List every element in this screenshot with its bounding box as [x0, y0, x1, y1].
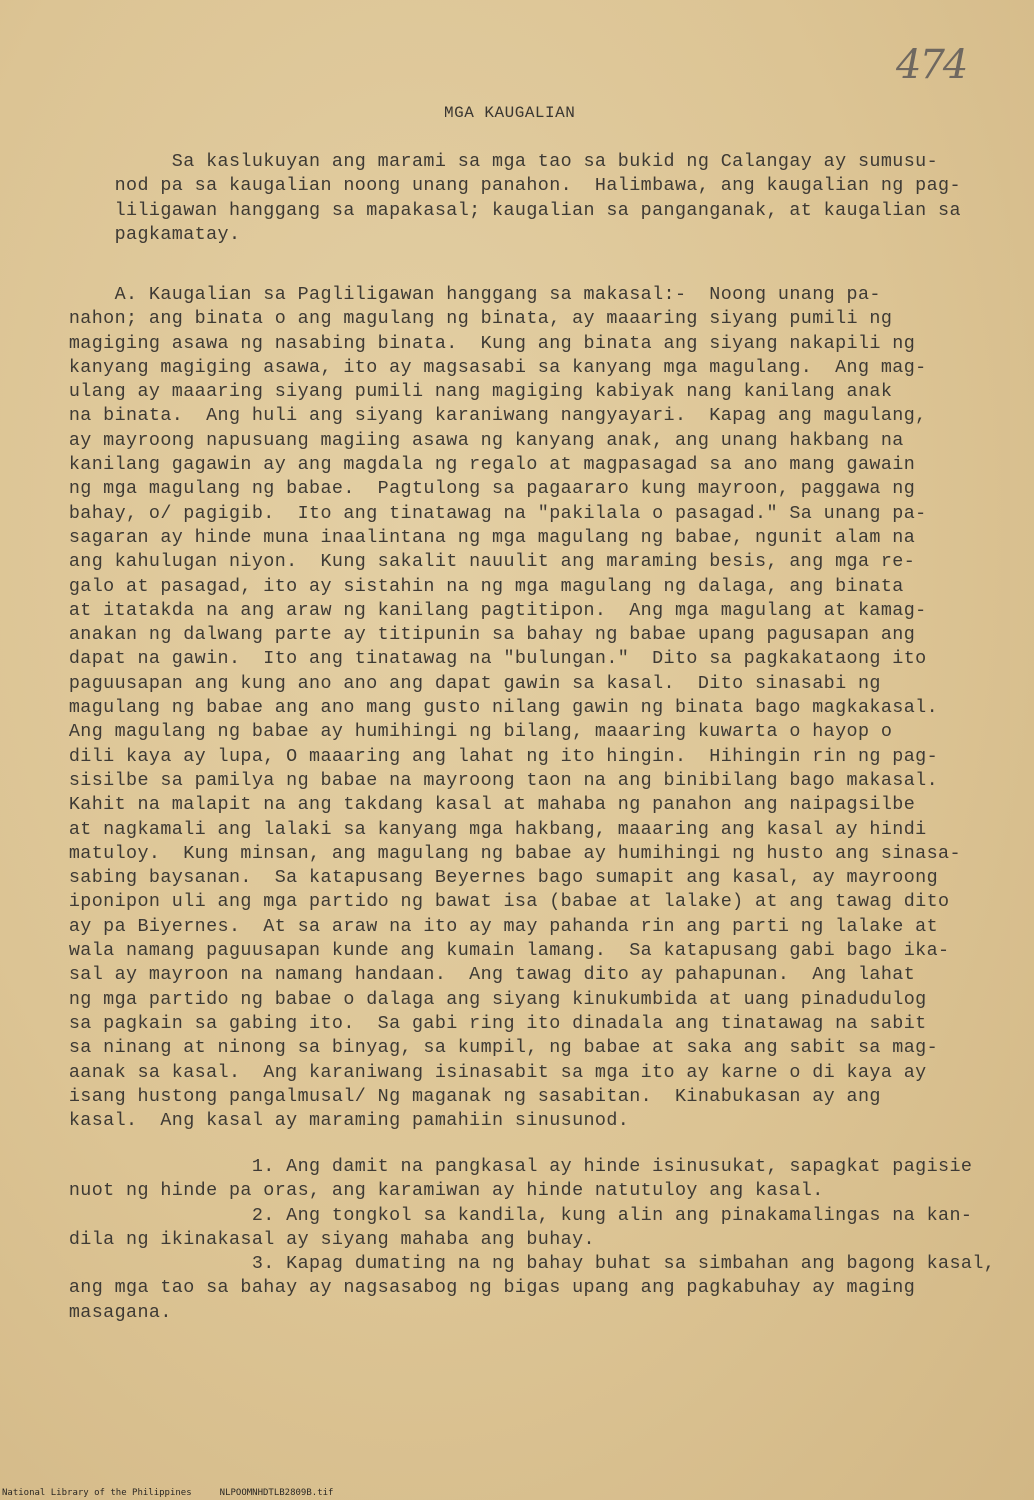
section-a-line: isang hustong pangalmusal/ Ng maganak ng sasabitan. Kinabukasan ay ang	[46, 1085, 881, 1107]
footer-file: NLPOOMNHDTLB2809B.tif	[219, 1488, 334, 1498]
list-line: 3. Kapag dumating na ng bahay buhat sa simbahan ang bagong kasal,	[46, 1253, 996, 1275]
section-a-line: paguusapan ang kung ano ano ang dapat gawin sa kasal. Dito sinasabi ng	[46, 672, 881, 694]
section-a-paragraph	[46, 283, 990, 1133]
list-line: masagana.	[46, 1301, 172, 1323]
section-a-line: wala namang paguusapan kunde ang kumain lamang. Sa katapusang gabi bago ika-	[46, 940, 950, 962]
section-a-line: dapat na gawin. Ito ang tinatawag na "bulungan." Dito sa pagkakataong ito	[46, 648, 927, 670]
section-a-line: matuloy. Kung minsan, ang magulang ng babae ay humihingi ng husto ang sinasa-	[46, 842, 961, 864]
section-a-line: sa pagkain sa gabing ito. Sa gabi ring ito dinadala ang tinatawag na sabit	[46, 1012, 927, 1034]
section-a-line: kanyang magiging asawa, ito ay magsasabi sa kanyang mga magulang. Ang mag-	[46, 356, 927, 378]
section-a-line: at nagkamali ang lalaki sa kanyang mga hakbang, maaaring ang kasal ay hindi	[46, 818, 927, 840]
section-a-line: sa ninang at ninong sa binyag, sa kumpil, ng babae at saka ang sabit sa mag-	[46, 1037, 939, 1059]
section-a-line: sagaran ay hinde muna inaalintana ng mga magulang ng babae, ngunit alam na	[46, 526, 916, 548]
list-line: dila ng ikinakasal ay siyang mahaba ang buhay.	[46, 1228, 595, 1250]
section-a-line: galo at pasagad, ito ay sistahin na ng mga magulang ng dalaga, ang binata	[46, 575, 904, 597]
section-a-line: sal ay mayroon na namang handaan. Ang tawag dito ay pahapunan. Ang lahat	[46, 964, 916, 986]
section-a-line: kanilang gagawin ay ang magdala ng regalo at magpasagad sa ano mang gawain	[46, 454, 916, 476]
section-a-line: na binata. Ang huli ang siyang karaniwang nangyayari. Kapag ang magulang,	[46, 405, 927, 427]
section-a-line: A. Kaugalian sa Pagliligawan hanggang sa makasal:- Noong unang pa-	[46, 284, 881, 305]
footer	[2, 1488, 361, 1498]
section-a-line: ng mga partido ng babae o dalaga ang siyang kinukumbida at uang pinadudulog	[46, 988, 927, 1010]
section-a-line: sabing baysanan. Sa katapusang Beyernes bago sumapit ang kasal, ay mayroong	[46, 867, 939, 889]
page-number: 474	[896, 42, 967, 88]
section-a-line: at itatakda na ang araw ng kanilang pagtitipon. Ang mga magulang at kamag-	[46, 599, 927, 621]
section-a-line: sisilbe sa pamilya ng babae na mayroong taon na ang binibilang bago makasal.	[46, 769, 939, 791]
footer-library: National Library of the Philippines	[2, 1488, 192, 1498]
section-a-line: ang kahulugan niyon. Kung sakalit nauulit ang maraming besis, ang mga re-	[46, 551, 916, 573]
section-a-line: kasal. Ang kasal ay maraming pamahiin sinusunod.	[46, 1110, 630, 1132]
section-a-line: Kahit na malapit na ang takdang kasal at mahaba ng panahon ang naipagsilbe	[46, 794, 916, 816]
intro-line: pagkamatay.	[46, 223, 241, 245]
section-a-line: ay mayroong napusuang magiing asawa ng kanyang anak, ang unang hakbang na	[46, 429, 904, 451]
intro-line: Sa kaslukuyan ang marami sa mga tao sa bukid ng Calangay ay sumusu-	[46, 151, 939, 172]
section-a-line: Ang magulang ng babae ay humihingi ng bilang, maaaring kuwarta o hayop o	[46, 721, 893, 743]
section-a-line: bahay, o/ pagigib. Ito ang tinatawag na "pakilala o pasagad." Sa unang pa-	[46, 502, 927, 524]
section-a-line: magiging asawa ng nasabing binata. Kung ang binata ang siyang nakapili ng	[46, 332, 916, 354]
intro-line: nod pa sa kaugalian noong unang panahon. Halimbawa, ang kaugalian ng pag-	[46, 175, 961, 197]
section-a-line: anakan ng dalwang parte ay titipunin sa bahay ng babae upang pagusapan ang	[46, 624, 916, 646]
list-line: 2. Ang tongkol sa kandila, kung alin ang pinakamalingas na kan-	[46, 1204, 973, 1226]
intro-line: liligawan hanggang sa mapakasal; kaugalian sa panganganak, at kaugalian sa	[46, 199, 961, 221]
section-a-line: ay pa Biyernes. At sa araw na ito ay may pahanda rin ang parti ng lalake at	[46, 915, 939, 937]
section-a-line: dili kaya ay lupa, O maaaring ang lahat ng ito hingin. Hihingin rin ng pag-	[46, 745, 939, 767]
intro-paragraph	[46, 150, 990, 247]
section-a-line: magulang ng babae ang ano mang gusto nilang gawin ng binata bago magkakasal.	[46, 697, 939, 719]
section-a-line: ng mga magulang ng babae. Pagtulong sa pagaararo kung mayroon, paggawa ng	[46, 478, 916, 500]
section-a-line: iponipon uli ang mga partido ng bawat isa (babae at lalake) at ang tawag dito	[46, 891, 950, 913]
section-a-line: aanak sa kasal. Ang karaniwang isinasabit sa mga ito ay karne o di kaya ay	[46, 1061, 927, 1083]
section-a-line: nahon; ang binata o ang magulang ng binata, ay maaaring siyang pumili ng	[46, 308, 893, 330]
list-line: ang mga tao sa bahay ay nagsasabog ng bigas upang ang pagkabuhay ay maging	[46, 1277, 916, 1299]
superstition-list	[46, 1155, 996, 1325]
page-title: MGA KAUGALIAN	[444, 104, 576, 122]
list-line: 1. Ang damit na pangkasal ay hinde isinusukat, sapagkat pagisie	[46, 1156, 973, 1177]
list-line: nuot ng hinde pa oras, ang karamiwan ay hinde natutuloy ang kasal.	[46, 1180, 824, 1202]
section-a-line: ulang ay maaaring siyang pumili nang magiging kabiyak nang kanilang anak	[46, 381, 893, 403]
